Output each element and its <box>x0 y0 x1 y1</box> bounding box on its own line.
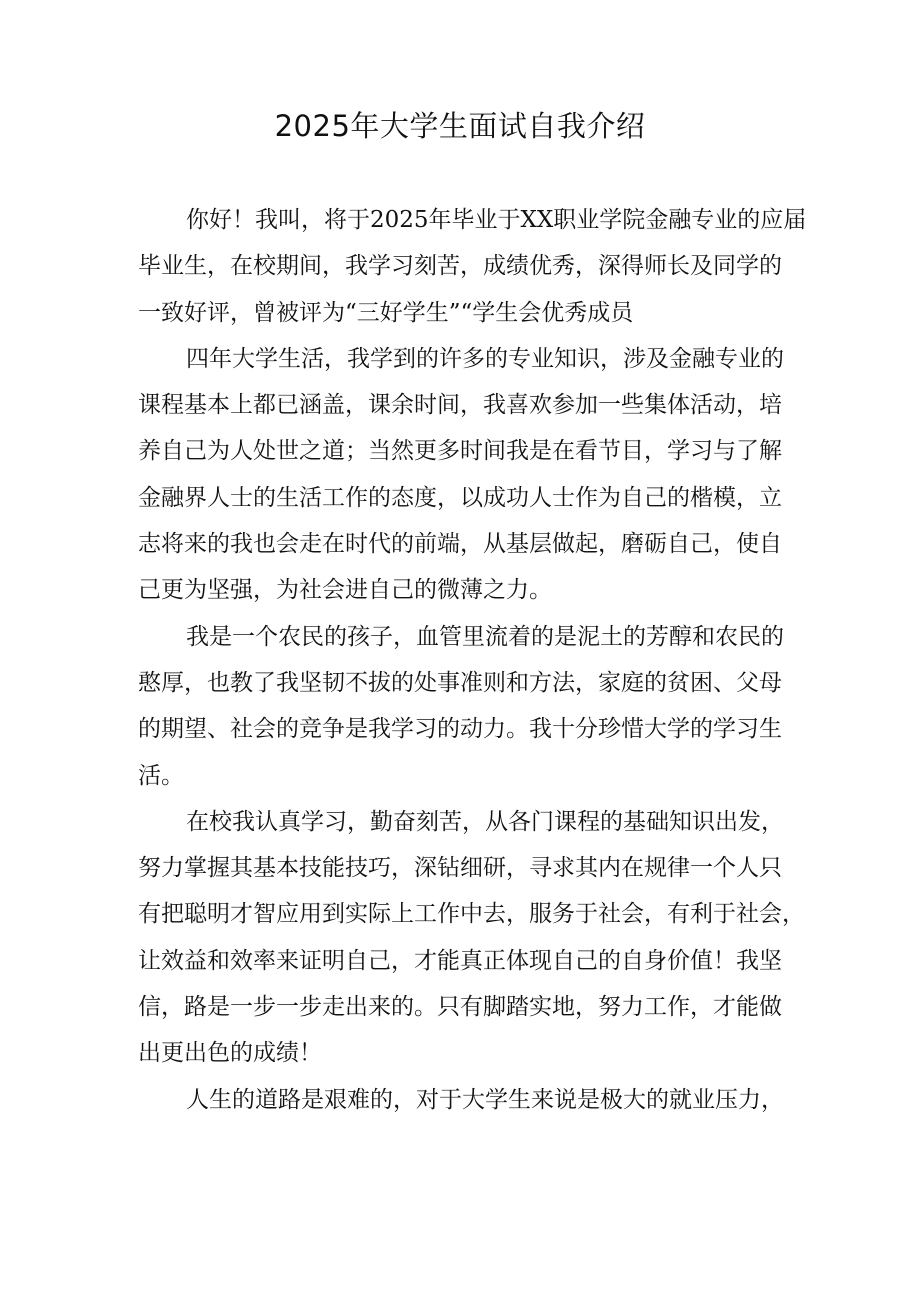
paragraph-line: 信，路是一步一步走出来的。只有脚踏实地，努力工作，才能做 <box>138 994 782 1021</box>
paragraph-1 <box>138 197 807 336</box>
paragraph-line: 你好！我叫，将于2025年毕业于XX职业学院金融专业的应届 <box>186 207 807 233</box>
paragraph-line: 养自己为人处世之道；当然更多时间我是在看节目，学习与了解 <box>138 438 782 465</box>
paragraph-line: 毕业生，在校期间，我学习刻苦，成绩优秀，深得师长及同学的 <box>138 253 782 280</box>
paragraph-2 <box>138 336 798 614</box>
paragraph-line: 课程基本上都已涵盖，课余时间，我喜欢参加一些集体活动，培 <box>138 392 782 419</box>
paragraph-line: 让效益和效率来证明自己，才能真正体现自己的自身价值！我坚 <box>138 947 782 974</box>
paragraph-line: 四年大学生活，我学到的许多的专业知识，涉及金融专业的 <box>186 345 784 372</box>
paragraph-line: 活。 <box>138 762 184 789</box>
paragraph-line: 在校我认真学习，勤奋刻苦，从各门课程的基础知识出发， <box>186 808 784 835</box>
paragraph-line: 己更为坚强，为社会进自己的微薄之力。 <box>138 577 552 604</box>
paragraph-line: 出更出色的成绩！ <box>138 1040 322 1067</box>
paragraph-line: 憨厚，也教了我坚韧不拔的处事准则和方法，家庭的贫困、父母 <box>138 669 782 696</box>
paragraph-line: 我是一个农民的孩子，血管里流着的是泥土的芳醇和农民的 <box>186 623 784 650</box>
paragraph-line: 一致好评，曾被评为“三好学生”“学生会优秀成员 <box>138 299 634 326</box>
document-body <box>138 197 807 1123</box>
paragraph-line: 有把聪明才智应用到实际上工作中去，服务于社会，有利于社会， <box>138 901 805 928</box>
paragraph-4 <box>138 799 805 1077</box>
paragraph-line: 人生的道路是艰难的，对于大学生来说是极大的就业压力， <box>186 1086 784 1113</box>
document-title: 2025年大学生面试自我介绍 <box>274 109 646 143</box>
paragraph-line: 的期望、社会的竞争是我学习的动力。我十分珍惜大学的学习生 <box>138 716 782 743</box>
paragraph-line: 志将来的我也会走在时代的前端，从基层做起，磨砺自己，使自 <box>138 531 782 558</box>
paragraph-line: 金融界人士的生活工作的态度，以成功人士作为自己的楷模，立 <box>138 484 782 511</box>
paragraph-line: 努力掌握其基本技能技巧，深钻细研，寻求其内在规律一个人只 <box>138 855 782 882</box>
paragraph-3 <box>138 614 798 799</box>
paragraph-5 <box>138 1077 798 1123</box>
